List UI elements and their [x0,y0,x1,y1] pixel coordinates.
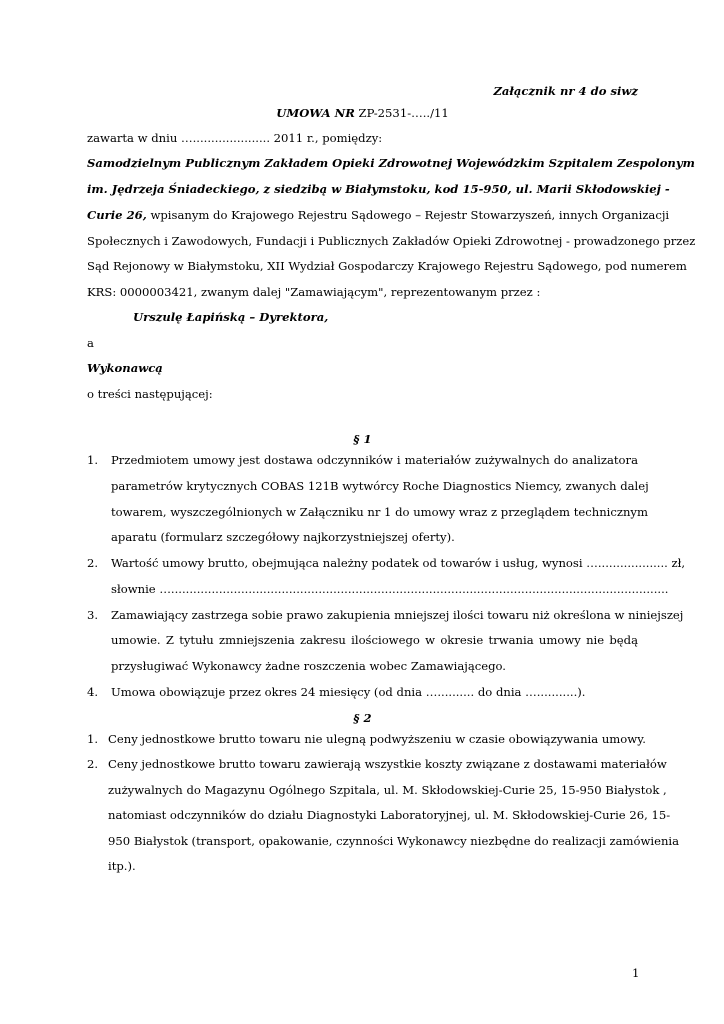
s1-item-1-line-4: aparatu (formularz szczegółowy najkorzystniejszej oferty). [111,530,455,544]
s2-item-2-line-5: itp.). [108,859,136,873]
s2-item-2-line-3: natomiast odczynników do działu Diagnostyki Laboratoryjnej, ul. M. Skłodowskiej-Curie 26, 15- [108,808,671,822]
s1-item-1-line-2: parametrów krytycznych COBAS 121B wytwórcy Roche Diagnostics Niemcy, zwanych dalej [111,479,649,493]
party-line-3 [87,208,670,222]
s2-item-2-line-1: Ceny jednostkowe brutto towaru zawierają wszystkie koszty związane z dostawami materiałów [108,757,667,771]
conjunction: a [87,336,94,350]
s2-item-1-number: 1. [87,732,99,746]
s1-item-2-line-2: słownie …....................................................................................................................................... [111,582,669,596]
party-address-end: Curie 26, [87,208,147,222]
page-number: 1 [632,966,640,980]
s1-item-1-line-3: towarem, wyszczególnionych w Załączniku nr 1 do umowy wraz z przeglądem technicznym [111,505,648,519]
party-line-1: Samodzielnym Publicznym Zakładem Opieki Zdrowotnej Wojewódzkim Szpitalem Zespolonym [87,156,695,170]
s2-item-2-line-4: 950 Białystok (transport, opakowanie, czynności Wykonawcy niezbędne do realizacji zamówienia [108,834,680,848]
content-intro: o treści następującej: [87,387,213,401]
s1-item-1-number: 1. [87,453,99,467]
contract-title-number: ZP-2531-…../11 [354,106,449,120]
party-line-5: Sąd Rejonowy w Białymstoku, XII Wydział Gospodarczy Krajowego Rejestru Sądowego, pod numerem [87,259,687,273]
concluded-line: zawarta w dniu …..................... 2011 r., pomiędzy: [87,131,383,145]
contract-title [87,106,638,120]
s1-item-2-number: 2. [87,556,99,570]
party-line-6: KRS: 0000003421, zwanym dalej "Zamawiającym", reprezentowanym przez : [87,285,541,299]
section-1-heading: § 1 [353,432,372,446]
s1-item-4-number: 4. [87,685,99,699]
s1-item-3-line-3: przysługiwać Wykonawcy żadne roszczenia wobec Zamawiającego. [111,659,506,673]
s1-item-1-line-1: Przedmiotem umowy jest dostawa odczynników i materiałów zużywalnych do analizatora [111,453,638,467]
attachment-label: Załącznik nr 4 do siwz [493,84,638,98]
s2-item-2-line-2: zużywalnych do Magazynu Ogólnego Szpitala, ul. M. Skłodowskiej-Curie 25, 15-950 Białystok , [108,783,667,797]
s1-item-3-line-1: Zamawiający zastrzega sobie prawo zakupienia mniejszej ilości towaru niż określona w niniejszej [111,608,684,622]
party-registry: wpisanym do Krajowego Rejestru Sądowego – Rejestr Stowarzyszeń, innych Organizacji [146,208,670,222]
contractor-label: Wykonawcą [87,361,163,375]
s2-item-2-number: 2. [87,757,99,771]
s1-item-3-number: 3. [87,608,99,622]
representative: Urszulę Łapińską – Dyrektora, [133,310,329,324]
s2-item-1-line-1: Ceny jednostkowe brutto towaru nie ulegną podwyższeniu w czasie obowiązywania umowy. [108,732,646,746]
section-2-heading: § 2 [353,711,372,725]
s1-item-3-line-2: umowie. Z tytułu zmniejszenia zakresu ilościowego w okresie trwania umowy nie będą [111,633,638,647]
contract-title-bold: UMOWA NR [276,106,355,120]
s1-item-2-line-1: Wartość umowy brutto, obejmująca należny podatek od towarów i usług, wynosi …................... zł, [111,556,686,570]
party-line-4: Społecznych i Zawodowych, Fundacji i Publicznych Zakładów Opieki Zdrowotnej - prowadzonego przez [87,234,696,248]
s1-item-4-line-1: Umowa obowiązuje przez okres 24 miesięcy (od dnia ….......... do dnia …...........). [111,685,586,699]
party-line-2: im. Jędrzeja Śniadeckiego, z siedzibą w Białymstoku, kod 15-950, ul. Marii Skłodowskiej - [87,182,670,196]
